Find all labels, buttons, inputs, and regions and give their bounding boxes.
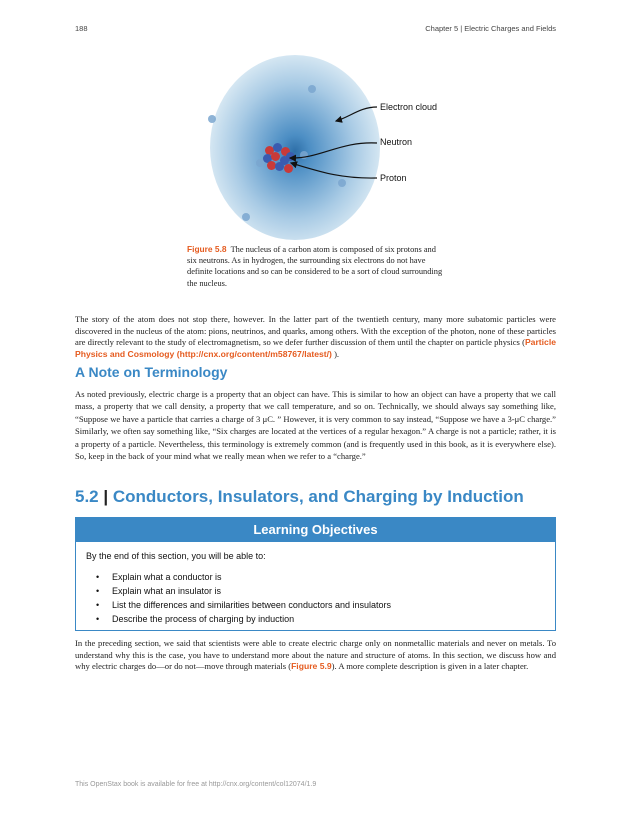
list-item <box>96 598 391 612</box>
neutron-label: Neutron <box>380 137 413 147</box>
list-item <box>96 612 391 626</box>
paragraph-end: ). A more complete description is given in a later chapter. <box>331 661 529 672</box>
paragraph-text: The story of the atom does not stop there, however. In the latter part of the twentieth century, many more subatomic particles were discovered in the nucleus of the atom: pions, neutrinos, and quarks, among others. With the exception of the photon, none of these particles are directly relevant to the study of electromagnetism, so we defer further discussion of them until the chapter on particle physics ( <box>75 314 556 348</box>
cloud-arrow <box>336 107 377 121</box>
atom-story-paragraph <box>75 314 556 360</box>
section-separator: | <box>103 487 109 506</box>
list-item-text: Describe the process of charging by induction <box>112 614 295 624</box>
learning-objectives-title: Learning Objectives <box>76 518 555 542</box>
bullet-icon: • <box>96 586 100 596</box>
neutron-arrow <box>290 143 377 158</box>
list-item-text: List the differences and similarities between conductors and insulators <box>112 600 391 610</box>
section-heading <box>75 487 524 507</box>
figure-caption-label: Figure 5.8 <box>187 244 227 254</box>
chapter-header: Chapter 5 | Electric Charges and Fields <box>425 24 556 33</box>
learning-objectives-list <box>96 570 391 626</box>
figure-caption-text: The nucleus of a carbon atom is composed of six protons and six neutrons. As in hydrogen, the surrounding six electrons do not have definite locations and so can be considered to be a sort of cloud surrounding the nucleus. <box>187 245 443 288</box>
figure-caption <box>187 244 447 289</box>
particle-physics-link[interactable]: Particle Physics and Cosmology (http://cnx.org/content/m58767/latest/) <box>75 337 556 359</box>
page-number: 188 <box>75 24 88 33</box>
electron-cloud-label: Electron cloud <box>380 102 438 112</box>
section-number: 5.2 <box>75 487 99 506</box>
carbon-atom-figure <box>190 55 460 240</box>
list-item-text: Explain what a conductor is <box>112 572 222 582</box>
footer-text: This OpenStax book is available for free at http://cnx.org/content/col12074/1.9 <box>75 781 317 788</box>
bullet-icon: • <box>96 614 100 624</box>
bullet-icon: • <box>96 600 100 610</box>
proton-label: Proton <box>380 173 407 183</box>
terminology-heading: A Note on Terminology <box>75 364 228 380</box>
learning-objectives-box <box>75 517 556 631</box>
conductors-intro-paragraph <box>75 638 556 673</box>
bullet-icon: • <box>96 572 100 582</box>
proton-arrow <box>291 163 377 178</box>
paragraph-text: In the preceding section, we said that scientists were able to create electric charge only on nonmetallic materials and never on metals. To understand why this is the case, you have to understand more about the nature and structure of atoms. In this section, we discuss how and why electric charges do—or do not—move through materials ( <box>75 638 556 672</box>
section-title: Conductors, Insulators, and Charging by Induction <box>112 487 524 506</box>
figure-5-9-link[interactable]: Figure 5.9 <box>291 661 332 672</box>
terminology-paragraph: As noted previously, electric charge is a property that an object can have. This is similar to how an object can have a property that we call mass, a property that we call density, a property that we call temperature, and so on. Technically, we should always say something like, “Suppose we have a particle that carries a charge of 3 μC. ” However, it is very common to say instead, “Suppose we have a 3-μC charge.” Similarly, we often say something like, “Six charges are located at the vertices of a regular hexagon.” A charge is not a particle; rather, it is a property of a particle. Nevertheless, this terminology is extremely common (and is frequently used in this book, as it is everywhere else). So, keep in the back of your mind what we really mean when we refer to a “charge.” <box>75 389 556 462</box>
label-arrows <box>190 55 460 240</box>
list-item-text: Explain what an insulator is <box>112 586 222 596</box>
paragraph-end: ). <box>331 348 340 359</box>
list-item <box>96 570 391 584</box>
list-item <box>96 584 391 598</box>
learning-objectives-intro: By the end of this section, you will be able to: <box>86 551 266 561</box>
